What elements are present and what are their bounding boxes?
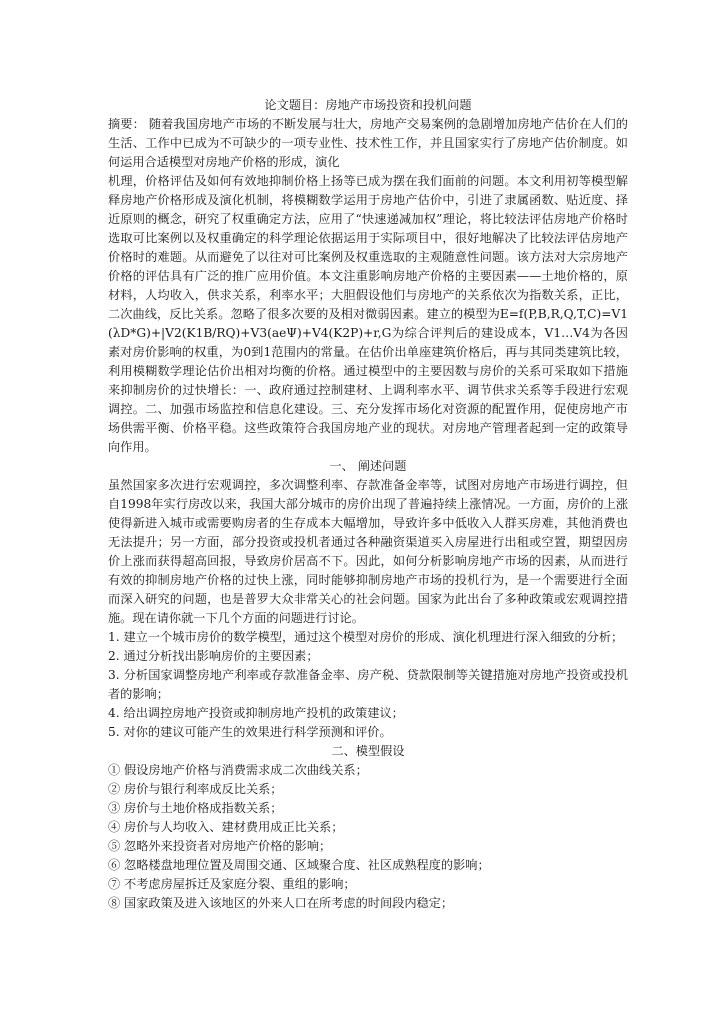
assumption-item-1: ① 假设房地产价格与消费需求成二次曲线关系； (108, 763, 368, 777)
problem-item-5: 5. 对你的建议可能产生的效果进行科学预测和评价。 (108, 725, 392, 739)
assumption-item-2: ② 房价与银行利率成反比关系； (108, 782, 283, 796)
assumption-item-7: ⑦ 不考虑房屋拆迁及家庭分裂、重组的影响； (108, 877, 356, 891)
section-heading-problem: 一、 阐述问题 (329, 459, 407, 473)
assumption-item-8: ⑧ 国家政策及进入该地区的外来人口在所考虑的时间段内稳定； (108, 896, 454, 910)
problem-paragraph: 虽然国家多次进行宏观调控，多次调整利率、存款准备金率等，试图对房地产市场进行调控，但自1998年实行房改以来，我国大部分城市的房价出现了普遍持续上涨情况。一方面，房价的上涨使得新进入城市或需要购房者的生存成本大幅增加，导致许多中低收入人群买房难，其他消费也无法提升；另一方面，部分投资或投机者通过各种融资渠道买入房屋进行出租或空置，期望因房价上涨而获得超高回报，导致房价居高不下。因此，如何分析影响房地产市场的因素，从而进行有效的抑制房地产价格的过快上涨，同时能够抑制房地产市场的投机行为，是一个需要进行全面而深入研究的问题，也是普罗大众非常关心的社会问题。国家为此出台了多种政策或宏观调控措施。现在请你就一下几个方面的问题进行讨论。 (108, 478, 628, 625)
problem-item-3: 3. 分析国家调整房地产利率或存款准备金率、房产税、贷款限制等关键措施对房地产投资或投机者的影响； (108, 668, 628, 701)
problem-item-2: 2. 通过分析找出影响房价的主要因素； (108, 649, 319, 663)
problem-item-4: 4. 给出调控房地产投资或抑制房地产投机的政策建议； (108, 706, 404, 720)
paper-title: 论文题目：房地产市场投资和投机问题 (264, 98, 472, 112)
problem-item-1: 1. 建立一个城市房价的数学模型，通过这个模型对房价的形成、演化机理进行深入细致的分析； (108, 630, 624, 644)
abstract-paragraph-1: 摘要： 随着我国房地产市场的不断发展与壮大，房地产交易案例的急剧增加房地产估价在人们的生活、工作中已成为不可缺少的一项专业性、技术性工作，并且国家实行了房地产估价制度。如何运用合适模型对房地产价格的形成，演化 (108, 117, 628, 169)
document-page (108, 96, 628, 913)
assumption-item-5: ⑤ 忽略外来投资者对房地产价格的影响； (108, 839, 332, 853)
abstract-paragraph-2: 机理，价格评估及如何有效地抑制价格上扬等已成为摆在我们面前的问题。本文利用初等模型解释房地产价格形成及演化机制，将模糊数学运用于房地产估价中，引进了隶属函数、贴近度、择近原则的概念，研究了权重确定方法，应用了“快速递减加权”理论，将比较法评估房地产价格时选取可比案例以及权重确定的科学理论依据运用于实际项目中，很好地解决了比较法评估房地产价格时的难题。从而避免了以往对可比案例及权重选取的主观随意性问题。该方法对大宗房地产价格的评估具有广泛的推广应用价值。本文注重影响房地产价格的主要因素——土地价格的，原材料，人均收入，供求关系，利率水平；大胆假设他们与房地产的关系依次为指数关系，正比，二次曲线，反比关系。忽略了很多次要的及相对微弱因素。建立的模型为E=f(P,B,R,Q,T,C)=V1(λD*G)+|V2(K1B/RQ)+V3(aeΨ)+V4(K2P)+r,G为综合评判后的建设成本，V1…V4为各因素对房价影响的权重，为0到1范围内的常量。在估价出单座建筑价格后，再与其同类建筑比较，利用模糊数学理论估价出相对均衡的价格。通过模型中的主要因数与房价的关系可采取如下措施来抑制房价的过快增长：一、政府通过控制建材、上调利率水平、调节供求关系等手段进行宏观调控。二、加强市场监控和信息化建设。三、充分发挥市场化对资源的配置作用，促使房地产市场供需平衡、价格平稳。这些政策符合我国房地产业的现状。对房地产管理者起到一定的政策导向作用。 (108, 174, 628, 454)
assumption-item-6: ⑥ 忽略楼盘地理位置及周围交通、区域聚合度、社区成熟程度的影响； (108, 858, 490, 872)
section-heading-assumptions: 二、模型假设 (331, 744, 405, 758)
assumption-item-3: ③ 房价与土地价格成指数关系； (108, 801, 283, 815)
assumption-item-4: ④ 房价与人均收入、建材费用成正比关系； (108, 820, 344, 834)
